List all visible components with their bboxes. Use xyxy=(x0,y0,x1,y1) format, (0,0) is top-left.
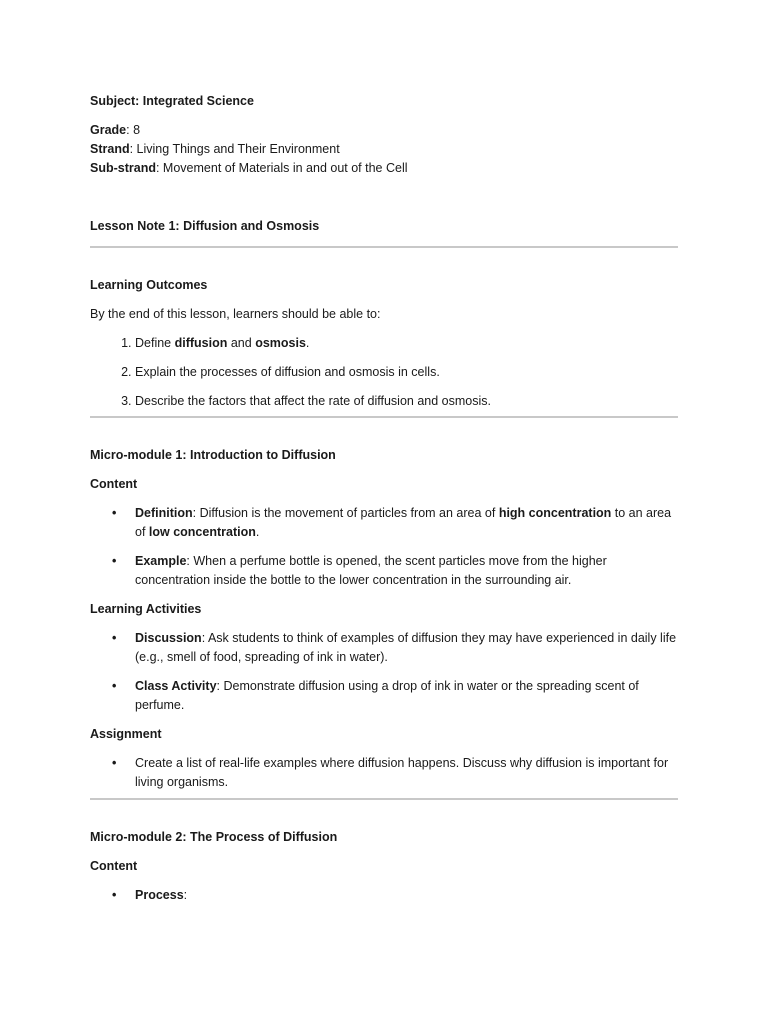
section-divider xyxy=(90,416,678,418)
substrand-label: Sub-strand xyxy=(90,161,156,175)
bullet-label: Class Activity xyxy=(135,679,217,693)
module1-content-heading xyxy=(90,475,678,494)
outcome-text: and xyxy=(227,336,256,350)
subject-line xyxy=(90,92,678,111)
bullet-text: : When a perfume bottle is opened, the scent particles move from the higher concentration inside the bottle to the lower concentration in the surrounding air. xyxy=(135,554,607,587)
list-item xyxy=(135,677,678,715)
bullet-text: : xyxy=(183,888,188,902)
strand-line xyxy=(90,140,678,159)
grade-label: Grade xyxy=(90,123,127,137)
outcome-text: . xyxy=(305,336,310,350)
module1-activities-heading xyxy=(90,600,678,619)
activities-heading-text: Learning Activities xyxy=(90,602,202,616)
bullet-label: Discussion xyxy=(135,631,202,645)
module2-title xyxy=(90,828,678,847)
list-item xyxy=(135,886,678,905)
outcome-term-diffusion: diffusion xyxy=(174,336,228,350)
module1-assignment-list xyxy=(90,754,678,792)
module2-content-heading xyxy=(90,857,678,876)
bullet-text: : Diffusion is the movement of particles from an area of xyxy=(192,506,499,520)
list-item xyxy=(135,629,678,667)
bullet-label: Process xyxy=(135,888,184,902)
list-item: 2. Explain the processes of diffusion and osmosis in cells. xyxy=(135,363,678,382)
strand-value: : Living Things and Their Environment xyxy=(129,142,340,156)
lesson-title-text: Lesson Note 1: Diffusion and Osmosis xyxy=(90,219,320,233)
section-divider xyxy=(90,798,678,800)
bullet-text: : Demonstrate diffusion using a drop of ink in water or the spreading scent of perfume. xyxy=(135,679,639,712)
outcomes-list xyxy=(90,334,678,411)
module2-content-list xyxy=(90,886,678,905)
outcome-text: Define xyxy=(135,336,175,350)
bullet-emphasis: high concentration xyxy=(498,506,612,520)
list-item xyxy=(135,552,678,590)
subject-label: Subject: Integrated Science xyxy=(90,94,254,108)
list-item xyxy=(135,504,678,542)
content-heading-text: Content xyxy=(90,859,138,873)
learning-outcomes-heading-text: Learning Outcomes xyxy=(90,278,208,292)
module1-title xyxy=(90,446,678,465)
module2-title-text: Micro-module 2: The Process of Diffusion xyxy=(90,830,338,844)
strand-label: Strand xyxy=(90,142,130,156)
lesson-title xyxy=(90,217,678,236)
learning-outcomes-heading xyxy=(90,276,678,295)
list-item: • Create a list of real-life examples where diffusion happens. Discuss why diffusion is important for living organisms. xyxy=(135,754,678,792)
grade-value: : 8 xyxy=(126,123,141,137)
bullet-emphasis: low concentration xyxy=(148,525,256,539)
section-divider xyxy=(90,246,678,248)
bullet-text: : Ask students to think of examples of diffusion they may have experienced in daily life (e.g., smell of food, spreading of ink in water). xyxy=(135,631,677,664)
outcome-term-osmosis: osmosis xyxy=(255,336,306,350)
list-item: 3. Describe the factors that affect the rate of diffusion and osmosis. xyxy=(135,392,678,411)
substrand-value: : Movement of Materials in and out of the Cell xyxy=(155,161,408,175)
module1-title-text: Micro-module 1: Introduction to Diffusion xyxy=(90,448,336,462)
list-item xyxy=(135,334,678,353)
module1-content-list xyxy=(90,504,678,590)
module1-assignment-heading xyxy=(90,725,678,744)
document-body xyxy=(90,92,678,915)
substrand-line xyxy=(90,159,678,178)
content-heading-text: Content xyxy=(90,477,138,491)
grade-line xyxy=(90,121,678,140)
bullet-label: Example xyxy=(135,554,187,568)
bullet-label: Definition xyxy=(135,506,193,520)
assignment-heading-text: Assignment xyxy=(90,727,162,741)
outcomes-intro: By the end of this lesson, learners should be able to: xyxy=(90,307,381,321)
module1-activities-list xyxy=(90,629,678,715)
bullet-text: to an area of xyxy=(135,506,672,539)
bullet-text: . xyxy=(255,525,260,539)
